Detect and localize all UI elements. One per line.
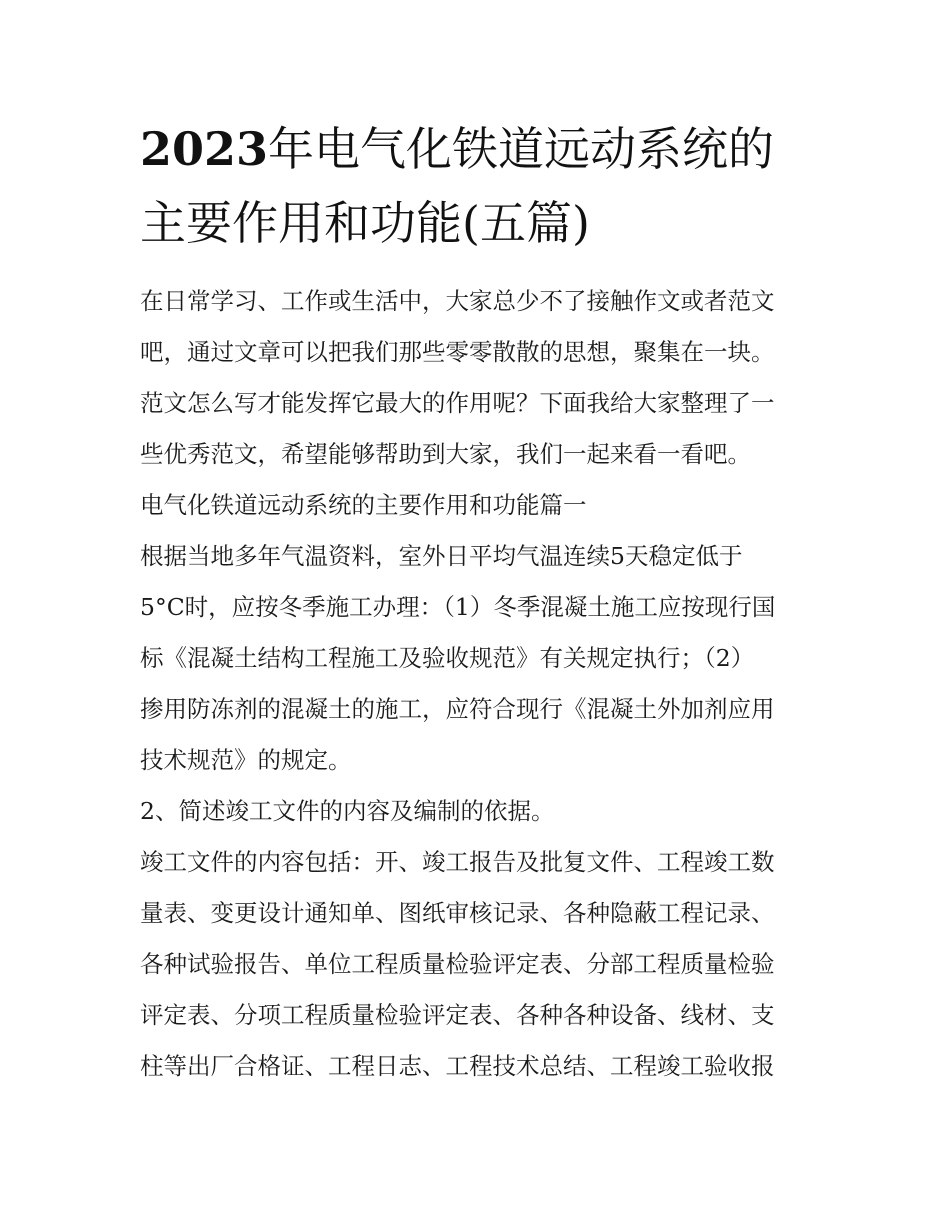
title-line-1 xyxy=(140,112,840,186)
winter-construction-paragraph-line: 技术规范》的规定。 xyxy=(140,746,352,774)
intro-paragraph-line: 在日常学习、工作或生活中，大家总少不了接触作文或者范文 xyxy=(140,287,775,315)
question-heading: 2、简述竣工文件的内容及编制的依据。 xyxy=(140,797,555,825)
completion-documents-paragraph-line: 评定表、分项工程质量检验评定表、各种各种设备、线材、支 xyxy=(140,1001,775,1029)
title-rest: 年电气化铁道远动系统的 xyxy=(268,122,775,176)
completion-documents-paragraph-line: 量表、变更设计通知单、图纸审核记录、各种隐蔽工程记录、 xyxy=(140,899,775,927)
section-heading: 电气化铁道远动系统的主要作用和功能篇一 xyxy=(140,491,587,519)
intro-paragraph-line: 范文怎么写才能发挥它最大的作用呢？下面我给大家整理了一 xyxy=(140,389,775,417)
document-title xyxy=(140,112,840,260)
intro-paragraph-line: 些优秀范文，希望能够帮助到大家，我们一起来看一看吧。 xyxy=(140,440,751,468)
document-body xyxy=(140,276,830,1092)
completion-documents-paragraph-line: 柱等出厂合格证、工程日志、工程技术总结、工程竣工验收报 xyxy=(140,1052,775,1080)
completion-documents-paragraph-line: 各种试验报告、单位工程质量检验评定表、分部工程质量检验 xyxy=(140,950,775,978)
winter-construction-paragraph-line: 掺用防冻剂的混凝土的施工，应符合现行《混凝土外加剂应用 xyxy=(140,695,775,723)
completion-documents-paragraph-line: 竣工文件的内容包括：开、竣工报告及批复文件、工程竣工数 xyxy=(140,848,775,876)
winter-construction-paragraph-line: 标《混凝土结构工程施工及验收规范》有关规定执行；（2） xyxy=(140,644,755,672)
winter-construction-paragraph-line: 根据当地多年气温资料，室外日平均气温连续5天稳定低于 xyxy=(140,542,743,570)
title-year: 2023 xyxy=(140,122,269,176)
intro-paragraph-line: 吧，通过文章可以把我们那些零零散散的思想，聚集在一块。 xyxy=(140,338,775,366)
winter-construction-paragraph-line: 5°C时，应按冬季施工办理：（1）冬季混凝土施工应按现行国 xyxy=(140,593,776,621)
title-line-2: 主要作用和功能(五篇) xyxy=(140,196,590,250)
